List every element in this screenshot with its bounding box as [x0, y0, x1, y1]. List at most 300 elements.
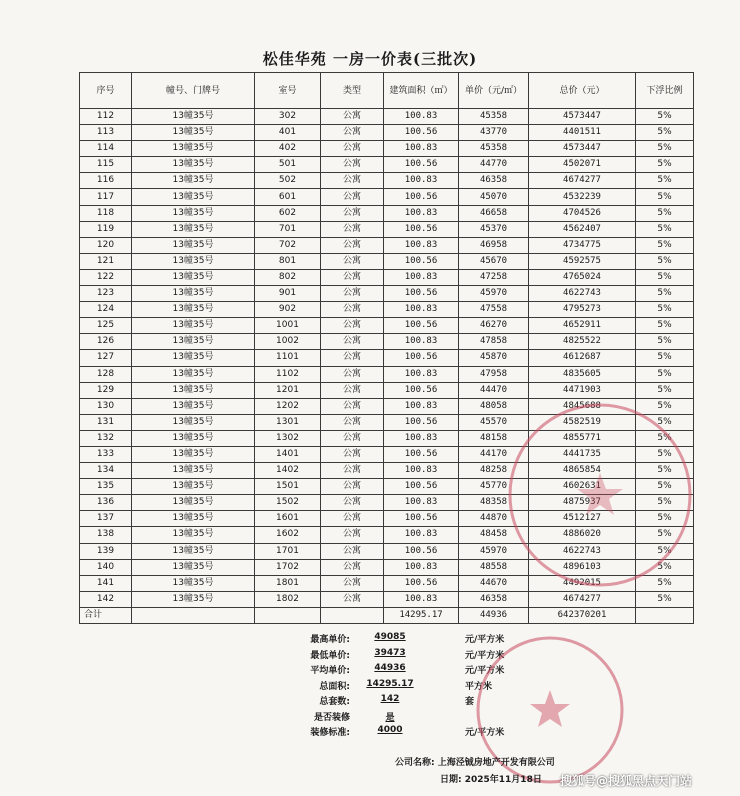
cell-total-price: 4492015 — [529, 575, 636, 591]
header-seq: 序号 — [80, 73, 132, 109]
cell-total-price: 4592575 — [529, 253, 636, 269]
cell-type: 公寓 — [321, 318, 384, 334]
cell-type: 公寓 — [321, 511, 384, 527]
table-row — [80, 382, 694, 398]
cell-building: 13幢35号 — [132, 463, 255, 479]
cell-discount: 5% — [636, 269, 694, 285]
page-title: 松佳华苑 一房一价表(三批次) — [262, 50, 478, 68]
cell-area: 100.83 — [384, 430, 459, 446]
header-area: 建筑面积（㎡） — [384, 73, 459, 109]
cell-total-price: 4875937 — [529, 495, 636, 511]
cell-total-price: 4765024 — [529, 269, 636, 285]
table-row — [80, 543, 694, 559]
cell-building: 13幢35号 — [132, 430, 255, 446]
table-row — [80, 463, 694, 479]
summary-row — [230, 663, 550, 679]
cell-seq: 118 — [80, 205, 132, 221]
cell-seq: 127 — [80, 350, 132, 366]
totals-empty-cell — [255, 607, 321, 623]
cell-discount: 5% — [636, 527, 694, 543]
summary-label: 装修标准: — [310, 728, 350, 738]
table-row — [80, 446, 694, 462]
cell-room: 1502 — [255, 495, 321, 511]
cell-unit-price: 46358 — [459, 173, 529, 189]
cell-room: 701 — [255, 221, 321, 237]
cell-total-price: 4532239 — [529, 189, 636, 205]
cell-seq: 128 — [80, 366, 132, 382]
cell-type: 公寓 — [321, 269, 384, 285]
cell-unit-price: 48558 — [459, 559, 529, 575]
cell-discount: 5% — [636, 253, 694, 269]
cell-area: 100.83 — [384, 527, 459, 543]
cell-building: 13幢35号 — [132, 382, 255, 398]
cell-room: 1201 — [255, 382, 321, 398]
cell-type: 公寓 — [321, 398, 384, 414]
cell-unit-price: 47258 — [459, 269, 529, 285]
cell-discount: 5% — [636, 318, 694, 334]
cell-area: 100.56 — [384, 318, 459, 334]
cell-room: 901 — [255, 286, 321, 302]
cell-building: 13幢35号 — [132, 350, 255, 366]
table-row — [80, 511, 694, 527]
cell-type: 公寓 — [321, 334, 384, 350]
cell-room: 401 — [255, 125, 321, 141]
cell-building: 13幢35号 — [132, 366, 255, 382]
cell-discount: 5% — [636, 221, 694, 237]
cell-seq: 134 — [80, 463, 132, 479]
cell-unit-price: 45970 — [459, 543, 529, 559]
cell-total-price: 4502071 — [529, 157, 636, 173]
table-row — [80, 366, 694, 382]
cell-unit-price: 48458 — [459, 527, 529, 543]
table-row — [80, 527, 694, 543]
cell-total-price: 4622743 — [529, 543, 636, 559]
cell-seq: 113 — [80, 125, 132, 141]
totals-label: 合计 — [80, 607, 132, 623]
cell-discount: 5% — [636, 382, 694, 398]
cell-unit-price: 45370 — [459, 221, 529, 237]
cell-discount: 5% — [636, 205, 694, 221]
cell-total-price: 4825522 — [529, 334, 636, 350]
totals-empty-cell — [132, 607, 255, 623]
header-unit-price: 单价（元/㎡） — [459, 73, 529, 109]
cell-type: 公寓 — [321, 591, 384, 607]
totals-row — [80, 607, 694, 623]
cell-room: 1302 — [255, 430, 321, 446]
cell-total-price: 4441735 — [529, 446, 636, 462]
cell-total-price: 4573447 — [529, 109, 636, 125]
cell-building: 13幢35号 — [132, 318, 255, 334]
cell-area: 100.83 — [384, 495, 459, 511]
cell-type: 公寓 — [321, 141, 384, 157]
cell-type: 公寓 — [321, 463, 384, 479]
cell-seq: 138 — [80, 527, 132, 543]
table-row — [80, 189, 694, 205]
cell-total-price: 4612687 — [529, 350, 636, 366]
cell-seq: 131 — [80, 414, 132, 430]
cell-room: 1202 — [255, 398, 321, 414]
cell-type: 公寓 — [321, 125, 384, 141]
cell-seq: 137 — [80, 511, 132, 527]
cell-unit-price: 44770 — [459, 157, 529, 173]
cell-unit-price: 47558 — [459, 302, 529, 318]
table-row — [80, 302, 694, 318]
cell-type: 公寓 — [321, 543, 384, 559]
cell-type: 公寓 — [321, 430, 384, 446]
cell-building: 13幢35号 — [132, 125, 255, 141]
cell-total-price: 4471903 — [529, 382, 636, 398]
cell-seq: 120 — [80, 237, 132, 253]
cell-area: 100.83 — [384, 398, 459, 414]
cell-discount: 5% — [636, 286, 694, 302]
cell-unit-price: 46270 — [459, 318, 529, 334]
cell-building: 13幢35号 — [132, 109, 255, 125]
table-row — [80, 430, 694, 446]
table-row — [80, 398, 694, 414]
summary-row — [230, 632, 550, 648]
table-header-row — [80, 73, 694, 109]
cell-type: 公寓 — [321, 446, 384, 462]
cell-type: 公寓 — [321, 205, 384, 221]
cell-total-price: 4401511 — [529, 125, 636, 141]
cell-unit-price: 45770 — [459, 479, 529, 495]
cell-room: 1702 — [255, 559, 321, 575]
cell-room: 1301 — [255, 414, 321, 430]
cell-total-price: 4845688 — [529, 398, 636, 414]
cell-unit-price: 47958 — [459, 366, 529, 382]
summary-label: 是否装修 — [313, 712, 350, 723]
cell-type: 公寓 — [321, 157, 384, 173]
table-row — [80, 125, 694, 141]
cell-area: 100.83 — [384, 334, 459, 350]
cell-unit-price: 45570 — [459, 414, 529, 430]
cell-type: 公寓 — [321, 479, 384, 495]
cell-total-price: 4512127 — [529, 511, 636, 527]
cell-building: 13幢35号 — [132, 511, 255, 527]
cell-seq: 122 — [80, 269, 132, 285]
table-row — [80, 157, 694, 173]
cell-area: 100.56 — [384, 382, 459, 398]
cell-total-price: 4734775 — [529, 237, 636, 253]
cell-room: 402 — [255, 141, 321, 157]
cell-discount: 5% — [636, 125, 694, 141]
summary-unit: 元/平方米 — [465, 635, 505, 645]
summary-value: 44936 — [374, 663, 406, 673]
cell-area: 100.56 — [384, 157, 459, 173]
header-room: 室号 — [255, 73, 321, 109]
cell-unit-price: 46958 — [459, 237, 529, 253]
table-row — [80, 575, 694, 591]
cell-discount: 5% — [636, 189, 694, 205]
cell-seq: 140 — [80, 559, 132, 575]
cell-total-price: 4622743 — [529, 286, 636, 302]
cell-type: 公寓 — [321, 575, 384, 591]
cell-unit-price: 44170 — [459, 446, 529, 462]
cell-total-price: 4835605 — [529, 366, 636, 382]
cell-type: 公寓 — [321, 382, 384, 398]
cell-building: 13幢35号 — [132, 591, 255, 607]
footer-company: 公司名称: 上海泾铖房地产开发有限公司 — [395, 758, 555, 768]
cell-discount: 5% — [636, 141, 694, 157]
cell-discount: 5% — [636, 575, 694, 591]
cell-discount: 5% — [636, 350, 694, 366]
summary-value: 14295.17 — [366, 678, 414, 689]
summary-row — [230, 648, 550, 664]
cell-type: 公寓 — [321, 350, 384, 366]
cell-area: 100.83 — [384, 302, 459, 318]
cell-unit-price: 46358 — [459, 591, 529, 607]
table-row — [80, 318, 694, 334]
summary-unit: 元/平方米 — [465, 650, 505, 661]
cell-discount: 5% — [636, 109, 694, 125]
cell-seq: 117 — [80, 189, 132, 205]
summary-label: 总面积: — [319, 681, 350, 692]
cell-total-price: 4674277 — [529, 173, 636, 189]
cell-seq: 139 — [80, 543, 132, 559]
cell-total-price: 4573447 — [529, 141, 636, 157]
table-row — [80, 173, 694, 189]
cell-seq: 132 — [80, 430, 132, 446]
cell-discount: 5% — [636, 302, 694, 318]
cell-unit-price: 48358 — [459, 495, 529, 511]
cell-area: 100.56 — [384, 286, 459, 302]
summary-label: 最低单价: — [310, 650, 350, 661]
cell-seq: 124 — [80, 302, 132, 318]
table-row — [80, 141, 694, 157]
cell-unit-price: 47858 — [459, 334, 529, 350]
cell-room: 1001 — [255, 318, 321, 334]
cell-seq: 142 — [80, 591, 132, 607]
cell-type: 公寓 — [321, 414, 384, 430]
summary-value: 39473 — [374, 647, 406, 658]
cell-seq: 114 — [80, 141, 132, 157]
summary-value: 4000 — [377, 725, 403, 735]
cell-total-price: 4582519 — [529, 414, 636, 430]
table-row — [80, 221, 694, 237]
cell-room: 702 — [255, 237, 321, 253]
cell-seq: 136 — [80, 495, 132, 511]
cell-unit-price: 44670 — [459, 575, 529, 591]
cell-unit-price: 45070 — [459, 189, 529, 205]
cell-area: 100.83 — [384, 463, 459, 479]
cell-discount: 5% — [636, 430, 694, 446]
cell-type: 公寓 — [321, 527, 384, 543]
table-row — [80, 237, 694, 253]
cell-total-price: 4795273 — [529, 302, 636, 318]
cell-type: 公寓 — [321, 559, 384, 575]
cell-building: 13幢35号 — [132, 221, 255, 237]
table-row — [80, 205, 694, 221]
cell-unit-price: 48058 — [459, 398, 529, 414]
cell-total-price: 4896103 — [529, 559, 636, 575]
cell-total-price: 4602631 — [529, 479, 636, 495]
summary-row — [230, 694, 550, 710]
cell-total-price: 4855771 — [529, 430, 636, 446]
cell-type: 公寓 — [321, 173, 384, 189]
cell-discount: 5% — [636, 446, 694, 462]
cell-room: 1701 — [255, 543, 321, 559]
cell-type: 公寓 — [321, 189, 384, 205]
cell-type: 公寓 — [321, 286, 384, 302]
cell-area: 100.56 — [384, 543, 459, 559]
cell-discount: 5% — [636, 591, 694, 607]
summary-unit: 元/平方米 — [465, 728, 505, 738]
cell-area: 100.83 — [384, 591, 459, 607]
cell-type: 公寓 — [321, 109, 384, 125]
cell-total-price: 4865854 — [529, 463, 636, 479]
cell-building: 13幢35号 — [132, 559, 255, 575]
cell-room: 1501 — [255, 479, 321, 495]
cell-discount: 5% — [636, 463, 694, 479]
cell-room: 601 — [255, 189, 321, 205]
cell-building: 13幢35号 — [132, 253, 255, 269]
cell-area: 100.56 — [384, 511, 459, 527]
table-row — [80, 559, 694, 575]
cell-building: 13幢35号 — [132, 479, 255, 495]
cell-building: 13幢35号 — [132, 189, 255, 205]
footer-date: 日期: 2025年11月18日 — [440, 775, 542, 785]
summary-unit: 元/平方米 — [465, 666, 505, 676]
summary-row — [230, 725, 550, 741]
cell-building: 13幢35号 — [132, 157, 255, 173]
totals-total-price: 642370201 — [529, 607, 636, 623]
cell-area: 100.56 — [384, 479, 459, 495]
cell-area: 100.83 — [384, 269, 459, 285]
cell-seq: 119 — [80, 221, 132, 237]
table-row — [80, 414, 694, 430]
cell-building: 13幢35号 — [132, 141, 255, 157]
cell-unit-price: 45358 — [459, 141, 529, 157]
cell-type: 公寓 — [321, 237, 384, 253]
cell-total-price: 4562407 — [529, 221, 636, 237]
cell-total-price: 4886020 — [529, 527, 636, 543]
cell-type: 公寓 — [321, 253, 384, 269]
cell-room: 1802 — [255, 591, 321, 607]
cell-total-price: 4674277 — [529, 591, 636, 607]
cell-building: 13幢35号 — [132, 543, 255, 559]
cell-discount: 5% — [636, 334, 694, 350]
cell-room: 302 — [255, 109, 321, 125]
cell-room: 1101 — [255, 350, 321, 366]
cell-area: 100.83 — [384, 205, 459, 221]
cell-discount: 5% — [636, 479, 694, 495]
totals-empty-cell — [636, 607, 694, 623]
summary-value: 是 — [385, 712, 395, 723]
cell-discount: 5% — [636, 414, 694, 430]
cell-unit-price: 45670 — [459, 253, 529, 269]
totals-unit-price: 44936 — [459, 607, 529, 623]
cell-room: 902 — [255, 302, 321, 318]
cell-seq: 121 — [80, 253, 132, 269]
cell-total-price: 4652911 — [529, 318, 636, 334]
cell-unit-price: 48258 — [459, 463, 529, 479]
table-row — [80, 495, 694, 511]
cell-building: 13幢35号 — [132, 334, 255, 350]
summary-label: 最高单价: — [310, 635, 350, 645]
cell-room: 801 — [255, 253, 321, 269]
cell-building: 13幢35号 — [132, 173, 255, 189]
table-row — [80, 253, 694, 269]
cell-unit-price: 45358 — [459, 109, 529, 125]
cell-seq: 115 — [80, 157, 132, 173]
cell-unit-price: 45870 — [459, 350, 529, 366]
cell-building: 13幢35号 — [132, 575, 255, 591]
cell-room: 1801 — [255, 575, 321, 591]
cell-discount: 5% — [636, 366, 694, 382]
cell-room: 602 — [255, 205, 321, 221]
cell-seq: 116 — [80, 173, 132, 189]
cell-building: 13幢35号 — [132, 302, 255, 318]
cell-area: 100.56 — [384, 253, 459, 269]
cell-seq: 133 — [80, 446, 132, 462]
cell-seq: 141 — [80, 575, 132, 591]
header-building: 幢号、门牌号 — [132, 73, 255, 109]
cell-area: 100.83 — [384, 237, 459, 253]
cell-area: 100.56 — [384, 189, 459, 205]
table-row — [80, 109, 694, 125]
cell-discount: 5% — [636, 173, 694, 189]
cell-unit-price: 45970 — [459, 286, 529, 302]
table-row — [80, 286, 694, 302]
cell-building: 13幢35号 — [132, 446, 255, 462]
header-total-price: 总价（元） — [529, 73, 636, 109]
cell-discount: 5% — [636, 398, 694, 414]
cell-area: 100.83 — [384, 109, 459, 125]
totals-empty-cell — [321, 607, 384, 623]
summary-unit: 平方米 — [465, 681, 493, 692]
cell-building: 13幢35号 — [132, 237, 255, 253]
summary-block — [230, 632, 550, 741]
cell-room: 802 — [255, 269, 321, 285]
summary-label: 平均单价: — [310, 666, 350, 676]
cell-area: 100.56 — [384, 125, 459, 141]
cell-room: 1002 — [255, 334, 321, 350]
table-row — [80, 350, 694, 366]
summary-value: 49085 — [374, 632, 406, 642]
cell-building: 13幢35号 — [132, 269, 255, 285]
cell-area: 100.83 — [384, 366, 459, 382]
summary-row — [230, 710, 550, 726]
cell-type: 公寓 — [321, 495, 384, 511]
cell-unit-price: 46658 — [459, 205, 529, 221]
cell-type: 公寓 — [321, 221, 384, 237]
cell-area: 100.83 — [384, 173, 459, 189]
cell-seq: 129 — [80, 382, 132, 398]
cell-type: 公寓 — [321, 302, 384, 318]
cell-seq: 126 — [80, 334, 132, 350]
cell-seq: 125 — [80, 318, 132, 334]
cell-area: 100.56 — [384, 350, 459, 366]
cell-building: 13幢35号 — [132, 286, 255, 302]
table-row — [80, 591, 694, 607]
cell-room: 1602 — [255, 527, 321, 543]
cell-discount: 5% — [636, 543, 694, 559]
cell-room: 1601 — [255, 511, 321, 527]
cell-unit-price: 44870 — [459, 511, 529, 527]
price-table — [79, 72, 694, 624]
cell-area: 100.56 — [384, 446, 459, 462]
cell-unit-price: 48158 — [459, 430, 529, 446]
cell-type: 公寓 — [321, 366, 384, 382]
cell-area: 100.56 — [384, 575, 459, 591]
cell-room: 1401 — [255, 446, 321, 462]
cell-total-price: 4704526 — [529, 205, 636, 221]
cell-building: 13幢35号 — [132, 414, 255, 430]
cell-seq: 123 — [80, 286, 132, 302]
cell-room: 502 — [255, 173, 321, 189]
cell-discount: 5% — [636, 495, 694, 511]
cell-unit-price: 43770 — [459, 125, 529, 141]
